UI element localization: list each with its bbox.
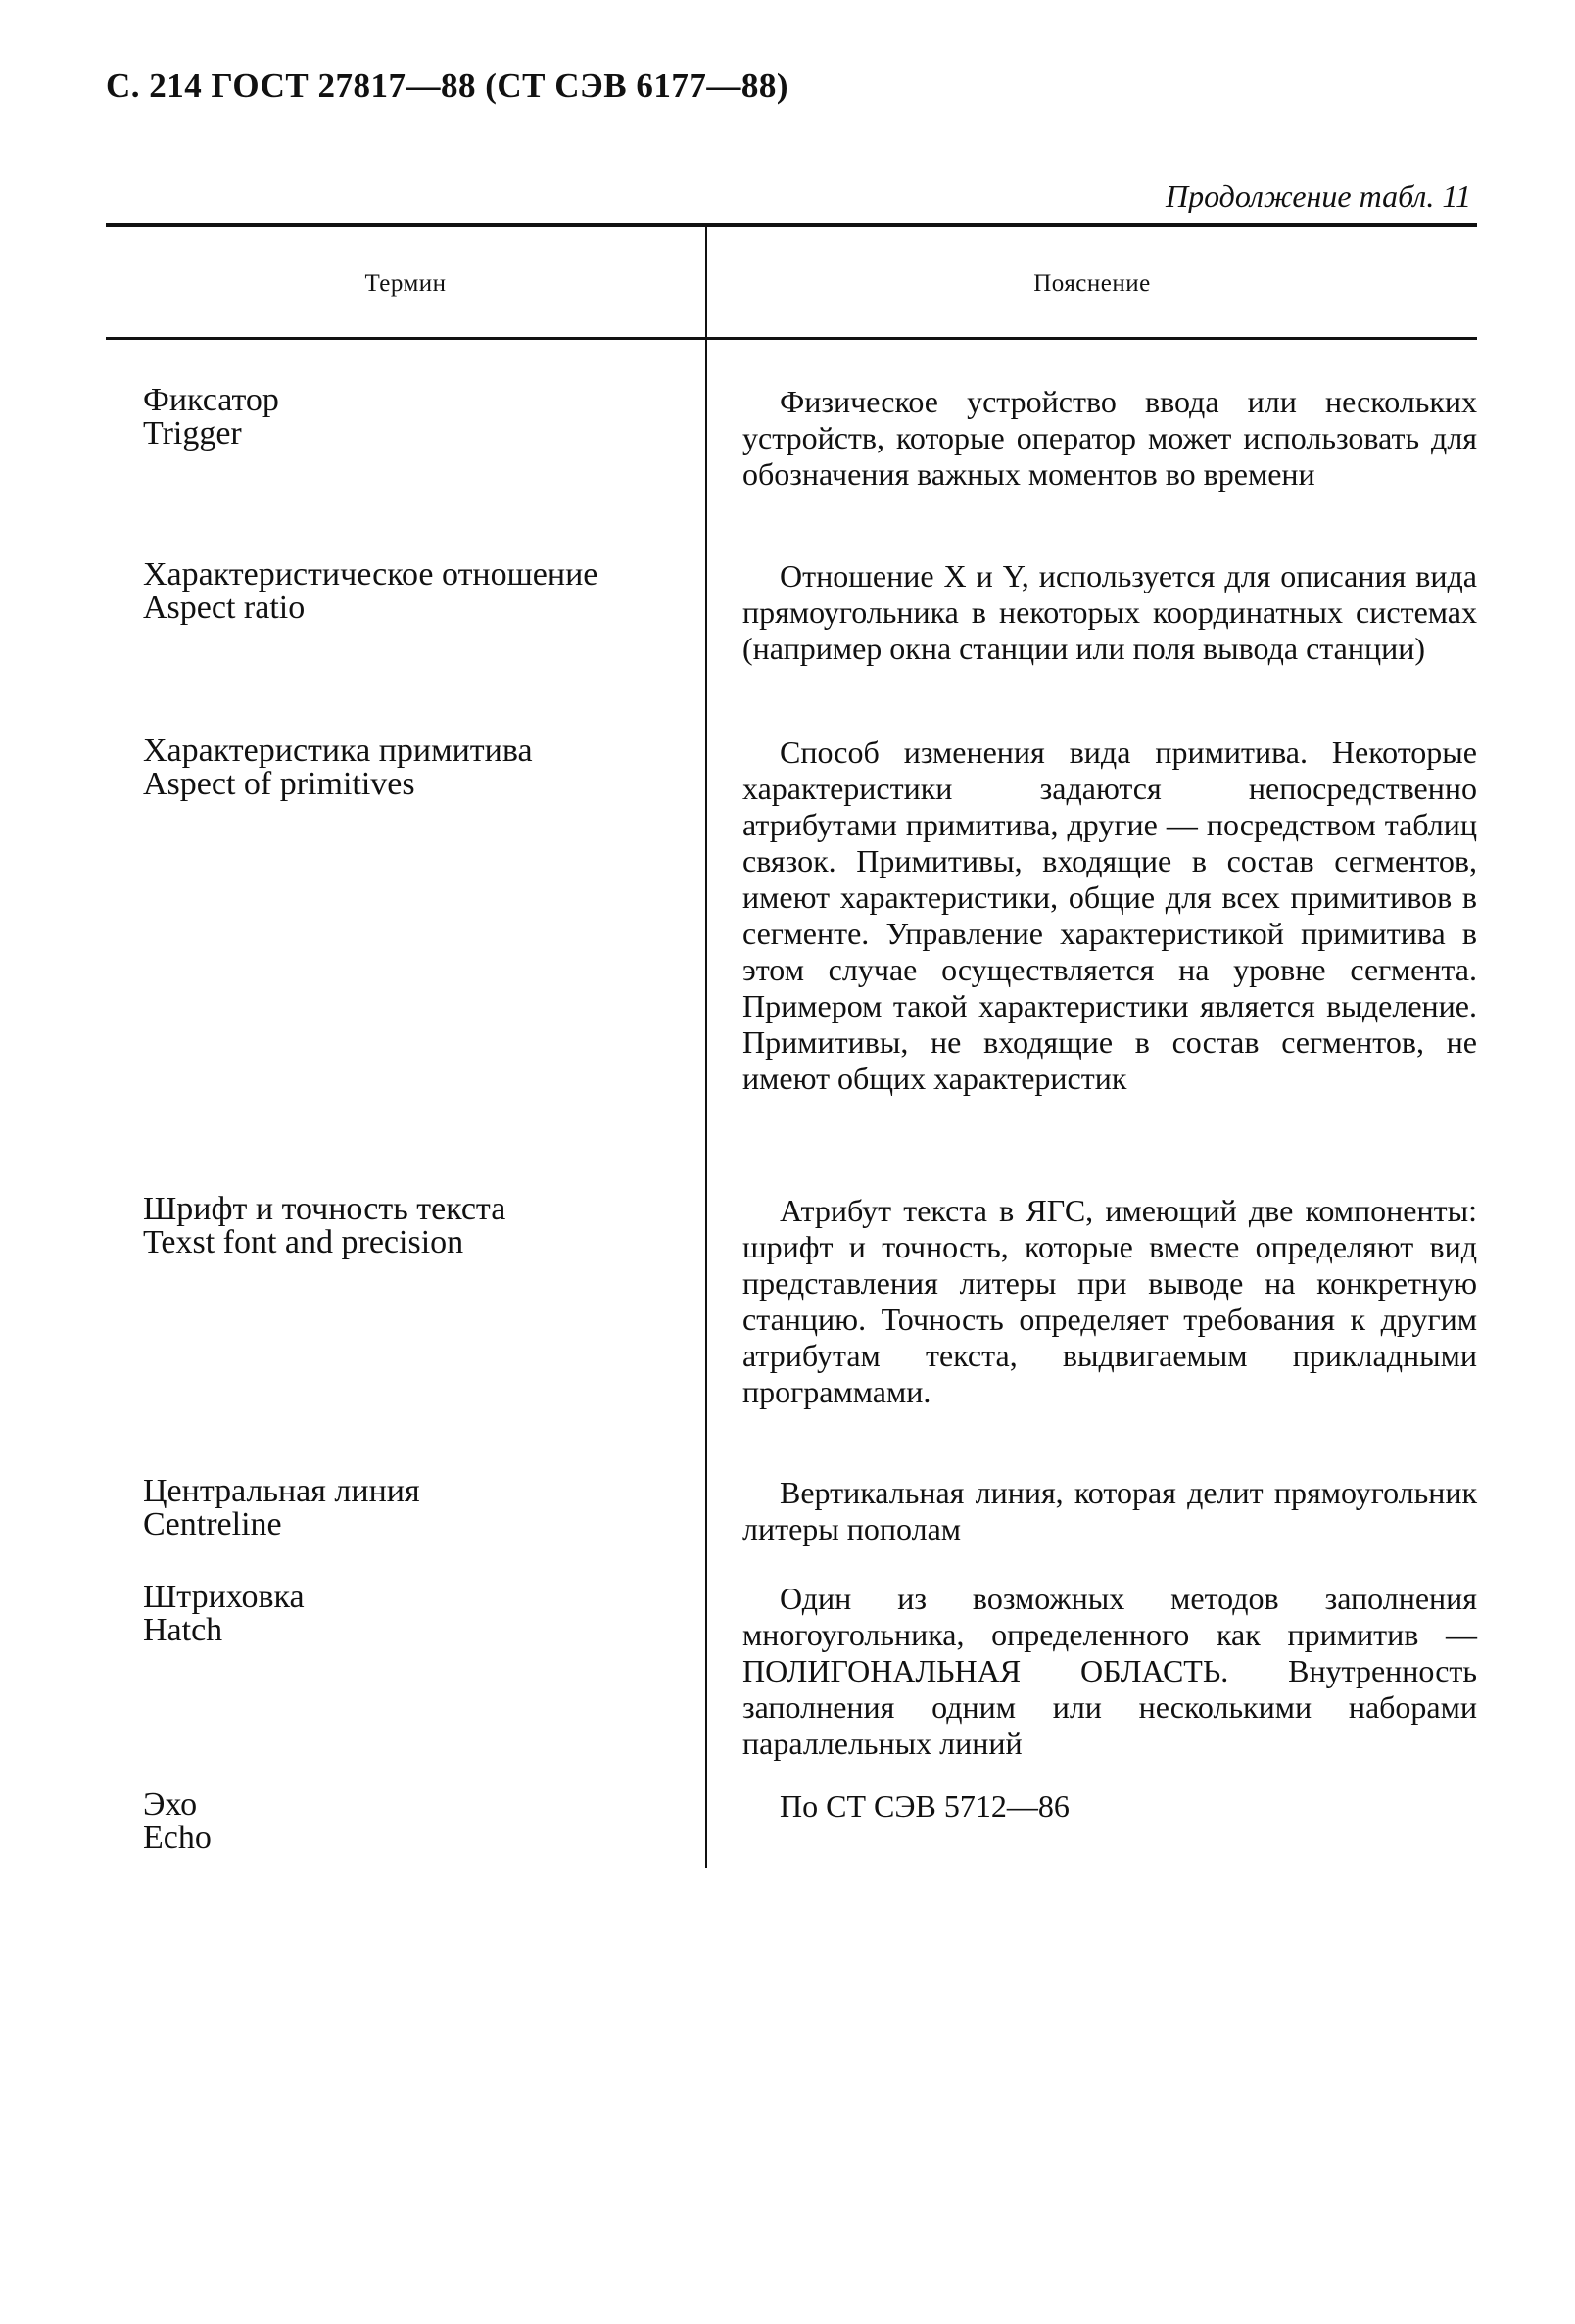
term-en: Aspect of primitives (143, 766, 415, 802)
term-ru: Характеристика примитива (143, 733, 533, 769)
table-row-explanation: Отношение X и Y, используется для описания вида прямоугольника в некоторых координатных системах (например окна станции или поля вывода станции) (742, 558, 1477, 666)
table-row-term (143, 735, 692, 801)
table-row-term (143, 1475, 692, 1541)
table-row-explanation: По СТ СЭВ 5712—86 (780, 1788, 1070, 1824)
table-row-term (143, 1193, 692, 1259)
table-row-explanation: Способ изменения вида примитива. Некоторые характеристики задаются непосредственно атрибутами примитива, другие — посредством таблиц связок. Примитивы, входящие в состав сегментов, имеют характеристики, общие для всех примитивов в сегменте. Управление характеристикой примитива в этом случае осуществляется на уровне сегмента. Примером такой характеристики является выделение. Примитивы, не входящие в состав сегментов, не имеют общих характеристик (742, 735, 1477, 1096)
table-row-term (143, 558, 692, 625)
term-ru: Характеристическое отношение (143, 556, 598, 593)
column-header-term: Термин (364, 270, 447, 297)
table-row-explanation: Один из возможных методов заполнения многоугольника, определенного как примитив — ПОЛИГОНАЛЬНАЯ ОБЛАСТЬ. Внутренность заполнения одним или несколькими наборами параллельных линий (742, 1581, 1477, 1761)
table-row-term (143, 1581, 692, 1647)
column-header-explanation: Пояснение (1033, 270, 1151, 297)
table-row-explanation: Атрибут текста в ЯГС, имеющий две компоненты: шрифт и точность, которые вместе определяют вид представления литеры при выводе на конкретную станцию. Точность определяет требования к другим атрибутам текста, выдвигаемым прикладными программами. (742, 1193, 1477, 1409)
term-en: Centreline (143, 1506, 282, 1542)
table-row-explanation: Вертикальная линия, которая делит прямоугольник литеры пополам (742, 1475, 1477, 1546)
column-divider (705, 227, 707, 1868)
term-en: Trigger (143, 415, 242, 451)
table-row-term (143, 1788, 692, 1855)
term-en: Echo (143, 1820, 212, 1856)
term-en: Hatch (143, 1612, 223, 1648)
term-en: Aspect ratio (143, 590, 306, 626)
term-ru: Шрифт и точность текста (143, 1191, 506, 1227)
term-en: Texst font and precision (143, 1224, 464, 1260)
table-header-rule (106, 337, 1477, 340)
table-row-explanation: Физическое устройство ввода или нескольких устройств, которые оператор может использовать для обозначения важных моментов во времени (742, 384, 1477, 492)
term-ru: Эхо (143, 1786, 198, 1823)
table-row-term (143, 384, 692, 451)
term-ru: Штриховка (143, 1579, 305, 1615)
term-ru: Центральная линия (143, 1473, 420, 1509)
table-top-rule (106, 223, 1477, 227)
term-ru: Фиксатор (143, 382, 279, 418)
table-continuation-label: Продолжение табл. 11 (1165, 178, 1471, 213)
page-header: С. 214 ГОСТ 27817—88 (СТ СЭВ 6177—88) (106, 67, 788, 105)
